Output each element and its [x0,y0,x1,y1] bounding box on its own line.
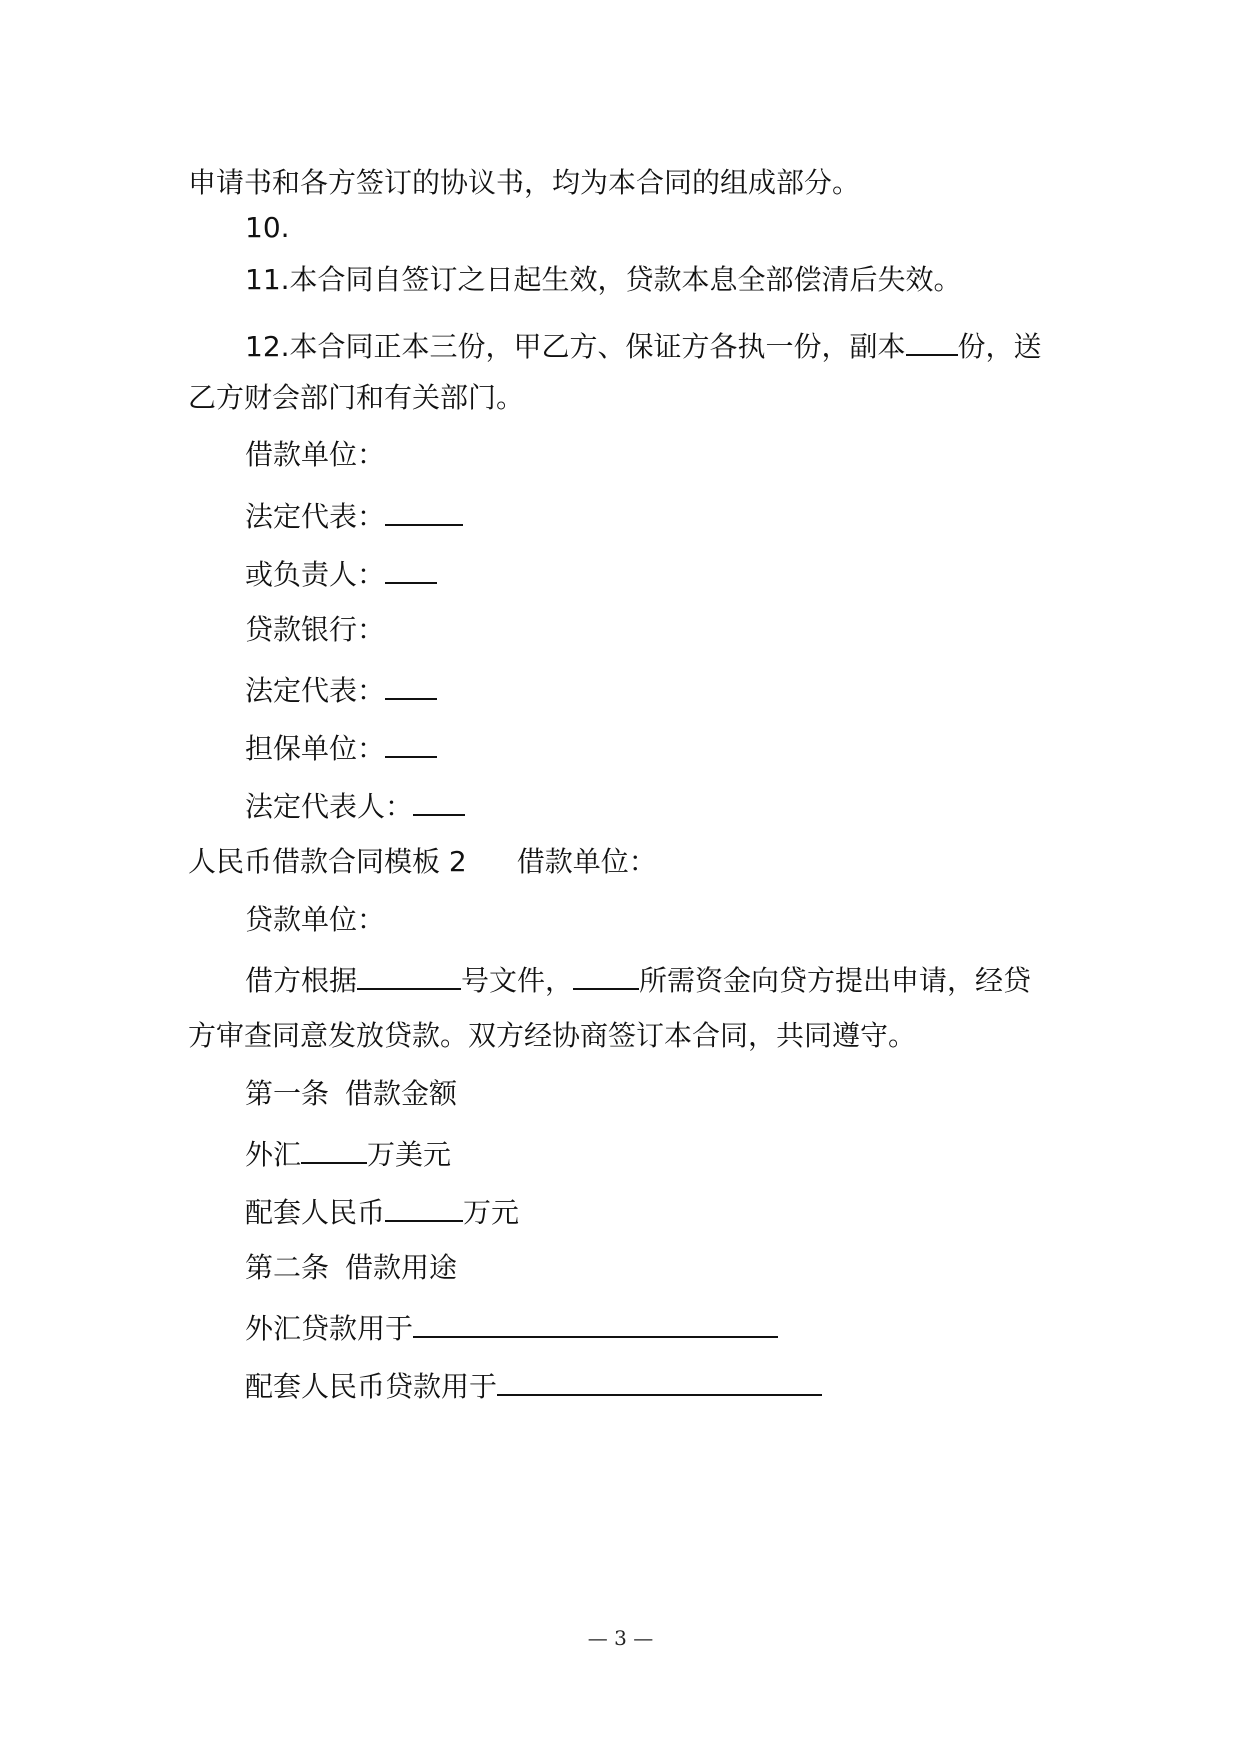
text: 10. [245,211,290,244]
signature-line [245,552,1125,595]
paragraph-line [188,163,1068,203]
fill-blank [385,668,437,700]
fill-blank [385,552,437,584]
template-heading-line [188,842,1068,882]
fill-blank [573,958,639,990]
fill-blank [413,1306,778,1338]
text: 申请书和各方签订的协议书，均为本合同的组成部分。 [188,166,861,199]
text: 方审查同意发放贷款。双方经协商签订本合同，共同遵守。 [188,1019,917,1052]
text: 法定代表： [245,500,386,533]
text: 所需资金向贷方提出申请，经贷 [639,964,1032,997]
article-heading [245,1248,1125,1288]
fill-blank [497,1364,822,1396]
paragraph-line [245,1190,1125,1233]
signature-line [245,435,1125,475]
text: 法定代表人： [245,790,414,823]
clause-12 [245,324,1125,367]
text: 借款单位： [516,845,657,878]
signature-line [245,726,1125,769]
paragraph-line [245,1364,1125,1407]
text: 12.本合同正本三份，甲乙方、保证方各执一份，副本 [245,330,906,363]
text: 万元 [463,1196,520,1229]
text: 份，送 [957,330,1042,363]
text: 借方根据 [245,964,358,997]
text: 贷款银行： [245,613,386,646]
text: 配套人民币 [245,1196,386,1229]
paragraph-line [188,1016,1068,1056]
signature-line [245,494,1125,537]
text: 万美元 [367,1138,452,1171]
article-heading [245,1074,1125,1114]
text: 第一条 [245,1077,330,1110]
text: 贷款单位： [245,903,386,936]
template-title: 人民币借款合同模板 2 [188,845,467,878]
text: 乙方财会部门和有关部门。 [188,381,525,414]
text: 外汇贷款用于 [245,1312,414,1345]
text: 法定代表： [245,674,386,707]
signature-line [245,610,1125,650]
text: 或负责人： [245,558,386,591]
text: 号文件， [461,964,574,997]
fill-blank [357,958,461,990]
fill-blank [906,324,958,356]
paragraph-line [245,1306,1125,1349]
text: 借款金额 [345,1077,458,1110]
fill-blank [385,1190,463,1222]
fill-blank [413,784,465,816]
text: 担保单位： [245,732,386,765]
clause-11 [245,260,1125,300]
clause-10 [245,208,1125,248]
fill-blank [385,726,437,758]
paragraph-line [245,958,1125,1001]
text: 借款用途 [345,1251,458,1284]
paragraph-line [188,378,1068,418]
fill-blank [301,1132,367,1164]
fill-blank [385,494,463,526]
text: 配套人民币贷款用于 [245,1370,498,1403]
text: 11.本合同自签订之日起生效，贷款本息全部偿清后失效。 [245,263,962,296]
signature-line [245,900,1125,940]
paragraph-line [245,1132,1125,1175]
text: 第二条 [245,1251,330,1284]
text: 外汇 [245,1138,302,1171]
signature-line [245,668,1125,711]
page-number: — 3 — [587,1626,654,1650]
signature-line [245,784,1125,827]
text: 借款单位： [245,438,386,471]
